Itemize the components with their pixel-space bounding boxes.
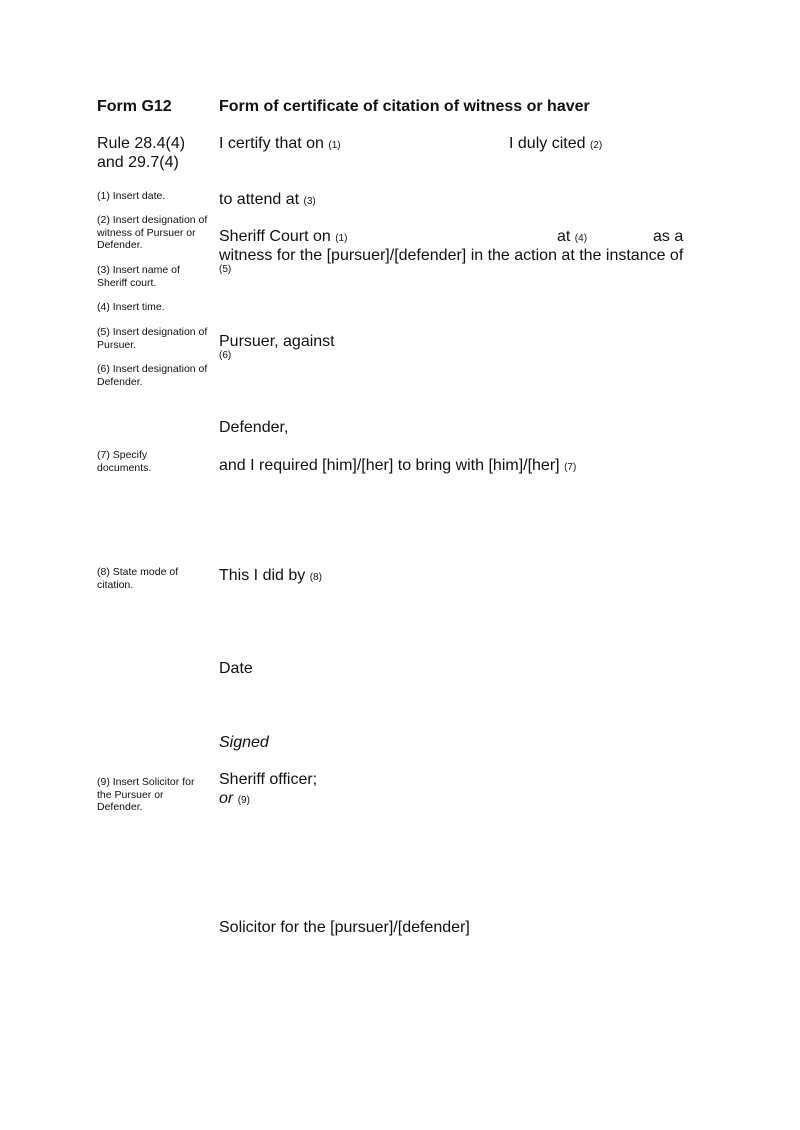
side-note-1: (1) Insert date. xyxy=(97,190,166,202)
sheriff-court-line xyxy=(219,227,347,248)
at-line xyxy=(557,227,587,248)
side-note-7: (7) Specify documents. xyxy=(97,449,152,474)
form-id: Form G12 xyxy=(97,98,172,115)
side-note-4: (4) Insert time. xyxy=(97,301,165,313)
ref-5: (5) xyxy=(219,264,232,275)
date-label: Date xyxy=(219,660,253,677)
side-note-6: (6) Insert designation of Defender. xyxy=(97,363,208,388)
witness-line: witness for the [pursuer]/[defender] in the action at the instance of xyxy=(219,247,684,264)
defender-text: Defender, xyxy=(219,419,289,436)
pursuer-against: Pursuer, against xyxy=(219,333,335,350)
at-ref: (4) xyxy=(574,233,588,244)
ref-6: (6) xyxy=(219,350,232,361)
or-text: or xyxy=(219,790,234,807)
attend-text: to attend at xyxy=(219,191,300,208)
certify-text: I certify that on xyxy=(219,135,324,152)
side-note-5: (5) Insert designation of Pursuer. xyxy=(97,326,208,351)
required-text: and I required [him]/[her] to bring with [him]/[her] xyxy=(219,457,560,474)
at-text: at xyxy=(557,228,571,245)
solicitor-text: Solicitor for the [pursuer]/[defender] xyxy=(219,919,470,936)
side-note-2: (2) Insert designation of witness of Pursuer or Defender. xyxy=(97,214,208,251)
rule-line-1: Rule 28.4(4) xyxy=(97,135,186,152)
sheriff-officer-text: Sheriff officer; xyxy=(219,771,318,788)
or-line xyxy=(219,789,250,810)
attend-ref: (3) xyxy=(303,196,316,207)
side-note-8: (8) State mode of citation. xyxy=(97,566,179,591)
or-ref: (9) xyxy=(237,795,250,806)
attend-line xyxy=(219,190,316,211)
side-note-9: (9) Insert Solicitor for the Pursuer or Defender. xyxy=(97,776,195,813)
side-note-3: (3) Insert name of Sheriff court. xyxy=(97,264,180,289)
form-title: Form of certificate of citation of witness or haver xyxy=(219,98,590,115)
duly-cited-ref: (2) xyxy=(589,140,603,151)
certify-line xyxy=(219,134,341,155)
rule-line-2: and 29.7(4) xyxy=(97,154,179,171)
sheriff-court-text: Sheriff Court on xyxy=(219,228,331,245)
signed-label: Signed xyxy=(219,734,269,751)
duly-cited-text: I duly cited xyxy=(509,135,586,152)
as-a-text: as a xyxy=(653,228,684,245)
did-by-ref: (8) xyxy=(309,572,322,583)
did-by-text: This I did by xyxy=(219,567,306,584)
duly-cited-line xyxy=(509,134,602,155)
required-ref: (7) xyxy=(564,462,577,473)
did-by-line xyxy=(219,566,322,587)
required-line xyxy=(219,456,576,477)
certify-ref: (1) xyxy=(328,140,341,151)
sheriff-court-ref: (1) xyxy=(335,233,348,244)
